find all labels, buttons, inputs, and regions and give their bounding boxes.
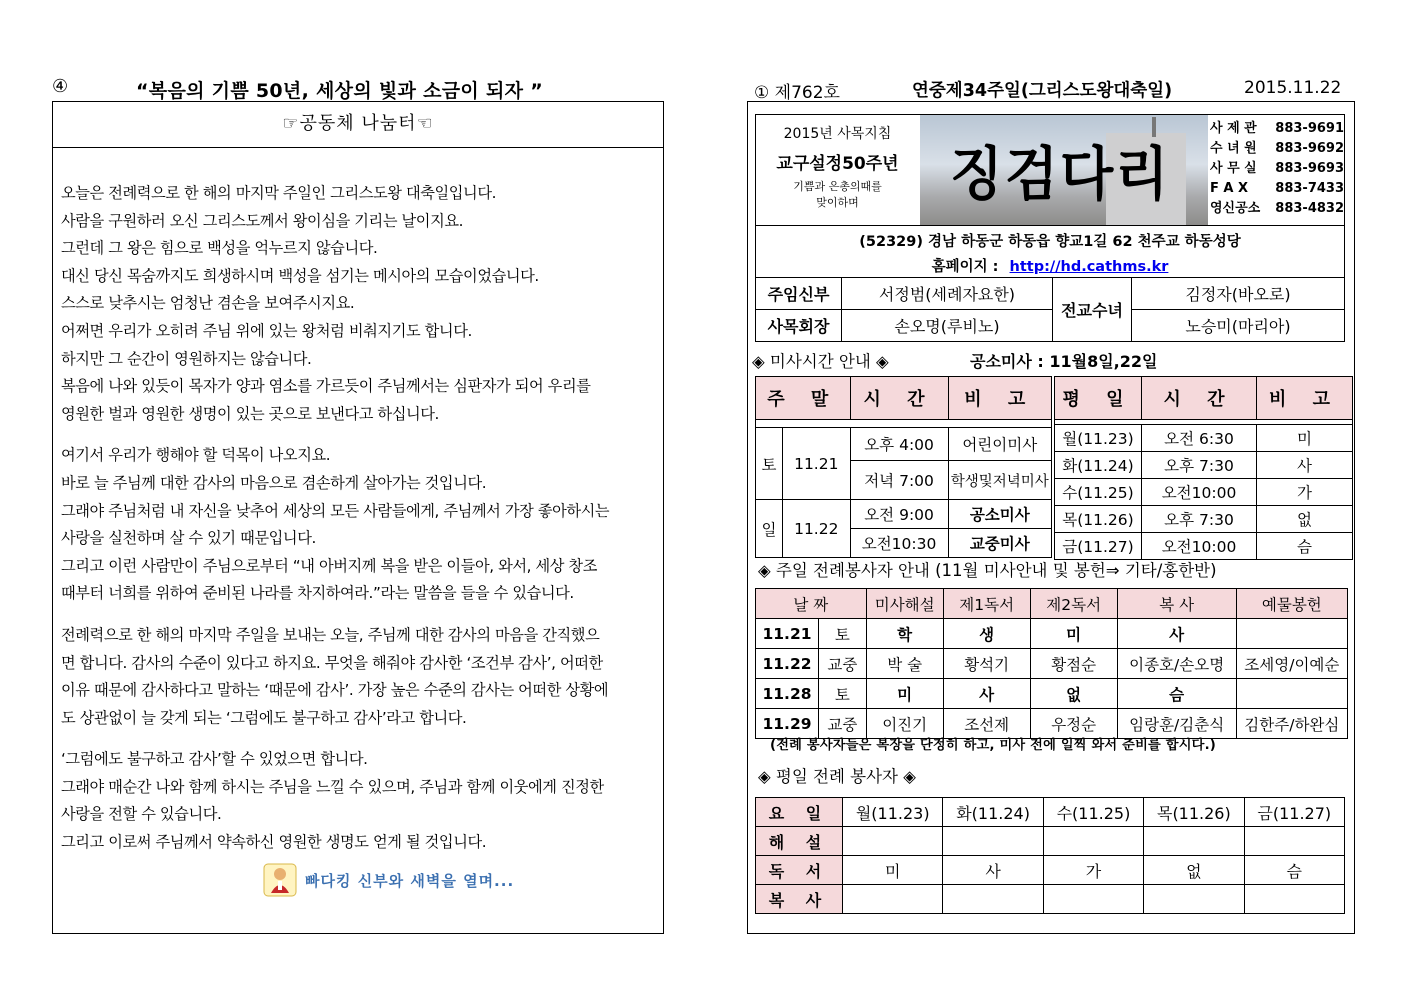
ws-header-row	[756, 798, 1345, 827]
community-column	[52, 101, 664, 934]
weekday-note-header: 비 고	[1257, 377, 1353, 420]
lit-header: 미사해설	[866, 589, 943, 619]
liturgy-row	[756, 649, 1348, 679]
ws-cell	[1043, 885, 1143, 914]
liturgy-mass: 교중	[819, 709, 867, 739]
liturgy-date: 11.29	[756, 709, 819, 739]
ws-cell	[843, 827, 943, 856]
text-line: 복음에 나와 있듯이 목자가 양과 염소를 가르듯이 주님께서는 심판자가 되어 우리를	[61, 377, 591, 396]
nun-name-1: 김정자(바오로)	[1132, 278, 1345, 310]
ws-row-label: 해 설	[756, 827, 843, 856]
liturgy-server: 사	[943, 679, 1030, 709]
weekday-servers-table	[755, 797, 1345, 914]
weekend-header: 주 말	[756, 377, 851, 420]
liturgy-server	[1236, 619, 1347, 649]
liturgy-server: 임랑훈/김춘식	[1117, 709, 1236, 739]
pastoral-motto	[756, 115, 919, 225]
mass-note: 어린이미사	[948, 428, 1051, 461]
motto-title: 교구설정50주년	[776, 154, 899, 174]
liturgy-row	[756, 619, 1348, 649]
weekday-rows	[1055, 425, 1353, 560]
weekday-time-header: 시 간	[1142, 377, 1257, 420]
text-line: 대신 당신 목숨까지도 희생하시며 백성을 섬기는 메시아의 모습이었습니다.	[61, 266, 539, 285]
ws-cell	[843, 885, 943, 914]
issue-number: ① 제762호	[754, 83, 840, 103]
ws-cell	[1043, 827, 1143, 856]
liturgy-rows	[756, 619, 1348, 739]
ws-row	[756, 856, 1345, 885]
homepage-link[interactable]: http://hd.cathms.kr	[1009, 259, 1169, 275]
issue-date: 2015.11.22	[1244, 78, 1342, 98]
address: (52329) 경남 하동군 하동읍 향교1길 62 천주교 하동성당	[859, 234, 1241, 250]
paragraph	[61, 180, 655, 428]
motto-year: 2015년 사목지침	[783, 126, 892, 142]
ws-day-header: 목(11.26)	[1144, 798, 1244, 827]
bulletin-logo: 징검다리	[949, 140, 1171, 208]
contact-number: 883-9691	[1275, 121, 1344, 136]
ws-row-label: 복 사	[756, 885, 843, 914]
weekday-date: 화(11.24)	[1055, 452, 1142, 479]
liturgy-server: 이종호/손오명	[1117, 649, 1236, 679]
motto-sub-2: 맞이하며	[816, 196, 859, 209]
mass-time: 오후 4:00	[850, 428, 948, 461]
contact-row	[1210, 199, 1344, 219]
sunday-liturgy-title: ◈ 주일 전례봉사자 안내 (11월 미사안내 및 봉헌⇒ 기타/홍한반)	[758, 561, 1217, 580]
contact-number: 883-4832	[1275, 201, 1344, 216]
masthead	[755, 114, 1345, 226]
nun-name-2: 노승미(마리아)	[1132, 310, 1345, 342]
sunday-liturgy-table	[755, 588, 1348, 739]
mass-time: 저녁 7:00	[850, 461, 948, 500]
weekday-row	[1055, 506, 1353, 533]
liturgy-server: 박 술	[866, 649, 943, 679]
paragraph	[61, 442, 655, 608]
liturgy-mass: 토	[819, 619, 867, 649]
text-line: 도 상관없이 늘 갖게 되는 ‘그럼에도 불구하고 감사’라고 합니다.	[61, 708, 467, 727]
weekday-note: 가	[1257, 479, 1353, 506]
text-line: 사람을 구원하러 오신 그리스도께서 왕이심을 기리는 날이지요.	[61, 211, 464, 230]
weekday-note: 슴	[1257, 533, 1353, 560]
mission-mass-note: 공소미사 : 11월8일,22일	[970, 352, 1158, 371]
lit-header: 제1독서	[943, 589, 1030, 619]
text-line: 전례력으로 한 해의 마지막 주일을 보내는 오늘, 주님께 대한 감사의 마음을 간직했으	[61, 625, 600, 644]
left-page-header	[52, 76, 664, 102]
weekday-row	[1055, 533, 1353, 560]
weekday-row	[1055, 425, 1353, 452]
contact-row	[1210, 159, 1344, 179]
contact-number: 883-9693	[1275, 161, 1344, 176]
ws-day-header: 금(11.27)	[1244, 798, 1344, 827]
contact-number: 883-7433	[1275, 181, 1344, 196]
liturgy-server: 슴	[1117, 679, 1236, 709]
ws-day-header: 화(11.24)	[943, 798, 1043, 827]
liturgy-date: 11.28	[756, 679, 819, 709]
liturgy-server: 없	[1030, 679, 1117, 709]
weekend-note-header: 비 고	[948, 377, 1051, 420]
weekday-note: 사	[1257, 452, 1353, 479]
text-line: 그리고 이로써 주님께서 약속하신 영원한 생명도 얻게 될 것입니다.	[61, 833, 487, 852]
contact-number: 883-9692	[1275, 141, 1344, 156]
ws-cell	[1244, 885, 1344, 914]
weekday-date: 목(11.26)	[1055, 506, 1142, 533]
weekday-header: 평 일	[1055, 377, 1142, 420]
left-page-title: “복음의 기쁨 50년, 세상의 빛과 소금이 되자 ”	[136, 80, 544, 102]
column-body	[53, 148, 663, 857]
ws-day-header: 월(11.23)	[843, 798, 943, 827]
contact-row	[1210, 119, 1344, 139]
weekday-time: 오전10:00	[1142, 533, 1257, 560]
lit-header-date: 날 짜	[756, 589, 867, 619]
ws-cell: 없	[1144, 856, 1244, 885]
weekday-row	[1055, 479, 1353, 506]
weekday-time: 오전10:00	[1142, 479, 1257, 506]
weekday-time: 오후 7:30	[1142, 452, 1257, 479]
mass-time: 오전 9:00	[850, 500, 948, 529]
sun-date: 11.22	[783, 500, 851, 558]
weekday-row	[1055, 452, 1353, 479]
text-line: 면 합니다. 감사의 수준이 있다고 하지요. 무엇을 해줘야 감사한 ‘조건부 감사’, 어떠한	[61, 653, 603, 672]
text-line: ‘그럼에도 불구하고 감사’할 수 있었으면 합니다.	[61, 750, 368, 769]
liturgy-server: 사	[1117, 619, 1236, 649]
text-line: 여기서 우리가 행해야 할 덕목이 나오지요.	[61, 446, 331, 465]
text-line: 때부터 너희를 위하여 준비된 나라를 차지하여라.”라는 말씀을 들을 수 있습니다.	[61, 584, 574, 603]
lit-header: 복 사	[1117, 589, 1236, 619]
signature-text: 빠다킹 신부와 새벽을 열며...	[305, 871, 515, 890]
liturgy-footnote: (전례 봉사자들은 복장을 단정히 하고, 미사 전에 일찍 와서 준비를 합시다.)	[770, 738, 1217, 753]
ws-cell	[1144, 885, 1244, 914]
text-line: 스스로 낮추시는 엄청난 겸손을 보여주시지요.	[61, 294, 355, 313]
signature	[263, 860, 514, 900]
weekday-time: 오전 6:30	[1142, 425, 1257, 452]
weekday-note: 없	[1257, 506, 1353, 533]
ws-cell: 슴	[1244, 856, 1344, 885]
liturgy-mass: 교중	[819, 649, 867, 679]
liturgy-server: 미	[1030, 619, 1117, 649]
ws-cell: 사	[943, 856, 1043, 885]
liturgy-server: 이진기	[866, 709, 943, 739]
ws-day-header: 수(11.25)	[1043, 798, 1143, 827]
bulletin-header	[752, 76, 1352, 102]
paragraph	[61, 622, 655, 732]
weekday-date: 금(11.27)	[1055, 533, 1142, 560]
sat-date: 11.21	[783, 428, 851, 500]
council-label: 사목회장	[756, 310, 842, 342]
weekday-date: 수(11.25)	[1055, 479, 1142, 506]
priest-icon	[263, 863, 297, 897]
paragraph	[61, 746, 655, 856]
column-title: ☞공동체 나눔터☜	[53, 102, 663, 148]
lit-header: 예물봉헌	[1236, 589, 1347, 619]
liturgy-date: 11.21	[756, 619, 819, 649]
contact-label: 수 녀 원	[1210, 141, 1257, 156]
ws-cell	[943, 885, 1043, 914]
text-line: 이유 때문에 감사하다고 말하는 ‘때문에 감사’. 가장 높은 수준의 감사는 어떠한 상황에	[61, 681, 609, 700]
text-line: 영원한 벌과 영원한 생명이 있는 곳으로 보낸다고 하십니다.	[61, 404, 439, 423]
contact-label: 사 제 관	[1210, 121, 1257, 136]
text-line: 그런데 그 왕은 힘으로 백성을 억누르지 않습니다.	[61, 239, 378, 258]
text-line: 오늘은 전례력으로 한 해의 마지막 주일인 그리스도왕 대축일입니다.	[61, 184, 497, 202]
address-block	[755, 226, 1345, 278]
text-line: 사랑을 전할 수 있습니다.	[61, 805, 222, 824]
weekday-note: 미	[1257, 425, 1353, 452]
text-line: 사랑을 실천하며 살 수 있기 때문입니다.	[61, 529, 316, 548]
liturgy-server: 미	[866, 679, 943, 709]
ws-cell	[943, 827, 1043, 856]
liturgy-row	[756, 679, 1348, 709]
ws-cell	[1244, 827, 1344, 856]
weekday-time: 오후 7:30	[1142, 506, 1257, 533]
liturgy-server: 우정순	[1030, 709, 1117, 739]
sat-day: 토	[756, 428, 783, 500]
contact-label: 영신공소	[1210, 201, 1261, 216]
contact-row	[1210, 179, 1344, 199]
pastor-name: 서정범(세례자요한)	[842, 278, 1053, 310]
contact-label: 사 무 실	[1210, 161, 1257, 176]
liturgy-server	[1236, 679, 1347, 709]
mass-schedule-title: ◈ 미사시간 안내 ◈	[752, 352, 889, 371]
liturgy-server: 황석기	[943, 649, 1030, 679]
text-line: 바로 늘 주님께 대한 감사의 마음으로 겸손하게 살아가는 것입니다.	[61, 473, 487, 492]
weekend-time-header: 시 간	[850, 377, 948, 420]
staff-table	[755, 277, 1345, 342]
left-page-number: ④	[52, 76, 69, 97]
weekday-servers-title: ◈ 평일 전례 봉사자 ◈	[758, 767, 916, 786]
liturgy-server: 김한주/하완심	[1236, 709, 1347, 739]
ws-row	[756, 885, 1345, 914]
liturgy-server: 생	[943, 619, 1030, 649]
contact-list	[1210, 119, 1344, 219]
nun-label: 전교수녀	[1053, 278, 1132, 342]
feast-title: 연중제34주일(그리스도왕대축일)	[912, 81, 1173, 101]
contact-label: F A X	[1210, 181, 1249, 196]
liturgy-date: 11.22	[756, 649, 819, 679]
mass-time: 오전10:30	[850, 529, 948, 558]
pastor-label: 주임신부	[756, 278, 842, 310]
text-line: 어쩌면 우리가 오히려 주님 위에 있는 왕처럼 비춰지기도 합니다.	[61, 321, 472, 340]
mass-note: 학생및저녁미사	[948, 461, 1051, 500]
text-line: 그래야 매순간 나와 함께 하시는 주님을 느낄 수 있으며, 주님과 함께 이웃에게 진정한	[61, 777, 604, 796]
liturgy-server: 조선제	[943, 709, 1030, 739]
ws-cell: 가	[1043, 856, 1143, 885]
council-name: 손오명(루비노)	[842, 310, 1053, 342]
ws-row-label: 요 일	[756, 798, 843, 827]
liturgy-mass: 토	[819, 679, 867, 709]
ws-row	[756, 827, 1345, 856]
text-line: 하지만 그 순간이 영원하지는 않습니다.	[61, 349, 312, 368]
lit-header: 제2독서	[1030, 589, 1117, 619]
contact-row	[1210, 139, 1344, 159]
liturgy-server: 조세영/이예순	[1236, 649, 1347, 679]
mass-note: 교중미사	[948, 529, 1051, 558]
homepage-label: 홈페이지 :	[931, 259, 1004, 275]
sun-day: 일	[756, 500, 783, 558]
church-photo	[920, 115, 1208, 225]
text-line: 그리고 이런 사람만이 주님으로부터 “내 아버지께 복을 받은 이들아, 와서, 세상 창조	[61, 556, 597, 575]
ws-cell	[1144, 827, 1244, 856]
text-line: 그래야 주님처럼 내 자신을 낮추어 세상의 모든 사람들에게, 주님께서 가장 좋아하시는	[61, 501, 610, 520]
weekday-mass-table	[1054, 376, 1353, 560]
ws-row-label: 독 서	[756, 856, 843, 885]
mass-note: 공소미사	[948, 500, 1051, 529]
weekend-mass-table	[755, 376, 1052, 558]
liturgy-server: 학	[866, 619, 943, 649]
weekday-date: 월(11.23)	[1055, 425, 1142, 452]
motto-sub-1: 기쁨과 은총의때를	[793, 180, 882, 193]
liturgy-server: 황점순	[1030, 649, 1117, 679]
ws-cell: 미	[843, 856, 943, 885]
